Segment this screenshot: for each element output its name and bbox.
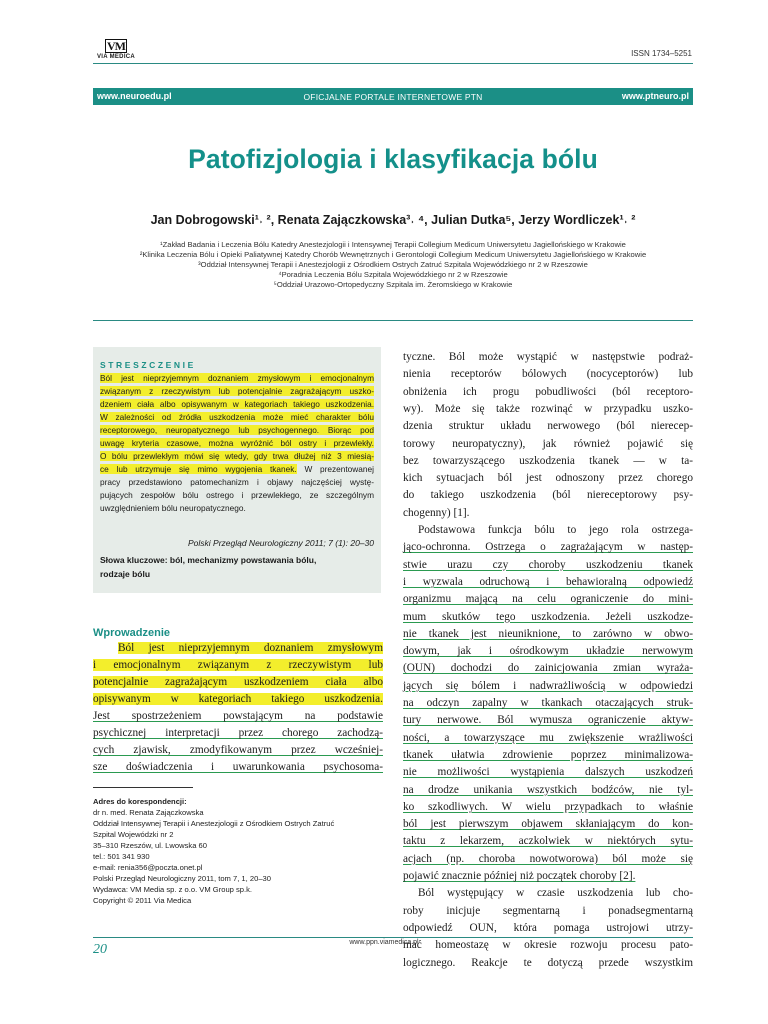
intro-line: Jest spostrzeżeniem powstającym na podstawie	[93, 710, 383, 722]
correspondence-line: dr n. med. Renata Zajączkowska	[93, 808, 204, 817]
right-column-line: ko szkodliwych. W wielu przypadkach to właśnie	[403, 800, 693, 813]
article-title: Patofizjologia i klasyfikacja bólu	[188, 144, 598, 174]
intro-line: Ból jest nieprzyjemnym doznaniem zmysłowym	[118, 642, 383, 654]
footer-rule	[93, 937, 693, 938]
affiliation-5: ⁵Oddział Urazowo-Ortopedyczny Szpitala im. Żeromskiego w Krakowie	[273, 280, 513, 289]
correspondence-line: tel.: 501 341 930	[93, 852, 150, 861]
abstract-box	[93, 347, 381, 593]
abstract-line: uwzględnieniem bólu neuropatycznego.	[100, 503, 246, 513]
right-column-line: organizmu mającą na celu ograniczenie do mini-	[403, 593, 693, 606]
right-column-line: Podstawowa funkcja bólu to jego rola ostrzega-	[418, 524, 693, 536]
intro-line: i emocjonalnym związanym z rzeczywistym lub	[93, 659, 383, 671]
abstract-line: związanym z rzeczywistym lub potencjalnie zagrażającym uszko-	[100, 386, 374, 396]
banner-link-neuroedu[interactable]: www.neuroedu.pl	[97, 91, 172, 101]
right-column-line: stwie urazu czy choroby uszkodzeniu tkanek	[403, 558, 693, 571]
portal-banner	[93, 88, 693, 105]
right-column-line: chogenny) [1].	[403, 506, 470, 519]
right-column-line: tury nerwowe. Ból wymusza ograniczenie aktyw-	[403, 714, 693, 727]
keywords: Słowa kluczowe: ból, mechanizmy powstawania bólu,	[100, 555, 317, 565]
correspondence-line: 35–310 Rzeszów, ul. Lwowska 60	[93, 841, 207, 850]
right-column-line: acjach (np. choroba nowotworowa) ból może się	[403, 852, 693, 865]
right-column-line: bez towarzyszącego uszkodzenia tkanek — w ta-	[403, 454, 693, 467]
right-column-line: nienia receptorów bólowych (nocyceptorów) lub	[403, 368, 693, 381]
right-column-line: kich sytuacjach ból jest odnoszony przez chorego	[403, 472, 693, 485]
keywords-cont: rodzaje bólu	[100, 569, 151, 579]
right-column-line: pojawić znacznie później niż początek choroby [2].	[403, 870, 636, 882]
abstract-line: W zależności od źródła uszkodzenia może mieć charakter bólu	[100, 412, 374, 422]
right-column-line: logicznego. Reakcje te dotyczą przede wszystkim	[403, 956, 693, 969]
right-column-line: ności, a towarzyszące mu zwiększenie wrażliwości	[403, 731, 693, 744]
intro-line: psychicznej interpretacji przez chorego zachodzą-	[93, 727, 383, 739]
correspondence-line: Oddział Intensywnej Terapii i Anestezjologii z Ośrodkiem Ostrych Zatruć	[93, 819, 335, 828]
right-column-line: (OUN) dochodzi do zainicjowania zmian wyraża-	[403, 662, 693, 675]
page-number: 20	[93, 942, 107, 957]
abstract-line: pujących zespołów bólu ostrego i przewlekłego, ze szczególnym	[100, 490, 374, 500]
intro-line: opisywanym w kategoriach takiego uszkodzenia.	[93, 693, 383, 705]
logo-text: VIA MEDICA	[96, 54, 136, 60]
correspondence-email[interactable]: e-mail: renia356@poczta.onet.pl	[93, 863, 203, 872]
right-column-line: na odczyn zapalny w tkankach otaczających struk-	[403, 697, 693, 709]
abstract-heading: STRESZCZENIE	[100, 360, 196, 370]
correspondence-rule	[93, 787, 193, 788]
abstract-line: dzeniem ciała albo opisywanym w kategoriach takiego uszkodzenia.	[100, 399, 374, 409]
right-column-line: taktu z lekarzem, aczkolwiek w niektórych sytu-	[403, 835, 693, 848]
right-column-line: ból jest pierwszym objawem skłaniającym do kon-	[403, 818, 693, 831]
authors: Jan Dobrogowski¹˒ ², Renata Zajączkowska³˒ ⁴, Julian Dutka⁵, Jerzy Wordliczek¹˒ ²	[150, 213, 636, 227]
abstract-line: pracy przedstawiono patomechanizm i objawy najczęściej wystę-	[100, 477, 374, 487]
right-column-line: i wyzwala odruchową i behawioralną odpowiedź	[403, 575, 693, 588]
intro-line: sze doświadczenia i uwarunkowania psychosoma-	[93, 761, 383, 773]
abstract-line: receptorowego, neuropatycznego lub psychogennego. Biorąc pod	[100, 425, 374, 435]
abstract-line: O bólu przewlekłym mówi się wtedy, gdy trwa dłużej niż 3 miesią-	[100, 451, 374, 461]
affiliation-3: ³Oddział Intensywnej Terapii i Anestezjologii z Ośrodkiem Ostrych Zatruć Szpitala Wojewódzkiego nr 2 w Rzeszowie	[198, 260, 588, 269]
abstract-line: Ból jest nieprzyjemnym doznaniem zmysłowym i emocjonalnym	[100, 373, 374, 383]
publisher-logo	[93, 39, 139, 61]
right-column-line: na drodze unikania wszystkich bodźców, nie tyl-	[403, 783, 693, 796]
right-column-line: odpowiedź OUN, która pomaga ustrojowi utrzy-	[403, 921, 693, 934]
right-column-line: obniżenia ich progu pobudliwości (ból receptoro-	[403, 385, 693, 398]
right-column-line: dzenia struktur układu nerwowego (ból nierecep-	[403, 420, 693, 433]
right-column-line: mum skutków tego uszkodzenia. Jeżeli uszkodze-	[403, 610, 693, 623]
banner-caption: OFICJALNE PORTALE INTERNETOWE PTN	[303, 91, 483, 102]
right-column-line: jąco-ochronna. Ostrzega o zagrażającym w następ-	[403, 541, 693, 554]
footer-url[interactable]: www.ppn.viamedica.pl	[349, 939, 419, 946]
affiliation-1: ¹Zakład Badania i Leczenia Bólu Katedry Anestezjologii i Intensywnej Terapii Collegium Medicum Uniwersytetu Jagiellońskiego w Krakowie	[160, 240, 626, 249]
right-column-line: Ból występujący w czasie uszkodzenia lub cho-	[418, 887, 693, 900]
abstract-line: uwagę kryteria czasowe, można wyróżnić ból ostry i przewlekły.	[100, 438, 374, 448]
correspondence-heading: Adres do korespondencji:	[93, 797, 187, 806]
right-column-line: tkanek ułatwia zdrowienie poprzez minimalizowa-	[403, 748, 693, 761]
citation: Polski Przegląd Neurologiczny 2011; 7 (1): 20–30	[187, 538, 374, 548]
right-column-line: roby inicjuje segmentarną i ponadsegmentarną	[403, 904, 693, 917]
correspondence-line: Wydawca: VM Media sp. z o.o. VM Group sp.k.	[93, 885, 253, 894]
logo-mark: VM	[107, 39, 125, 53]
header-rule	[93, 63, 693, 64]
section-heading-intro: Wprowadzenie	[93, 627, 171, 639]
right-column-line: jących się bólem i nadwrażliwością w odpowiedzi	[403, 679, 693, 692]
affiliation-4: ⁴Poradnia Leczenia Bólu Szpitala Wojewódzkiego nr 2 w Rzeszowie	[278, 270, 508, 279]
right-column-line: torowy neuropatyczny), jak również pojawić się	[403, 437, 693, 450]
abstract-line: ce lub utrzymuje się mimo wygojenia tkanek.	[100, 464, 297, 474]
affiliation-2: ²Klinika Leczenia Bólu i Opieki Paliatywnej Katedry Chorób Wewnętrznych i Gerontologii Collegium Medicum Uniwersytetu Jagiellońskiego w Krakowie	[139, 250, 647, 259]
right-column-line: do takiego uszkodzenia (ból niereceptorowy psy-	[403, 489, 693, 502]
correspondence-line: Copyright © 2011 Via Medica	[93, 896, 192, 905]
intro-line: potencjalnie zagrażającym uszkodzeniem ciała albo	[93, 676, 383, 688]
right-column-line: dowym, jak i ośrodkowym układzie nerwowym	[403, 645, 693, 658]
right-column-line: wy). Może się także rozwinąć w przypadku uszko-	[403, 402, 693, 415]
title-rule	[93, 320, 693, 321]
banner-link-ptneuro[interactable]: www.ptneuro.pl	[621, 91, 689, 101]
abstract-line-tail: W prezentowanej	[296, 464, 374, 474]
right-column-line: nie możliwości wystąpienia dalszych uszkodzeń	[403, 766, 693, 779]
right-column-line: mać homeostazę w okresie rozwoju procesu pato-	[403, 939, 693, 952]
right-column-line: tyczne. Ból może wystąpić w następstwie podraż-	[403, 351, 693, 363]
correspondence-line: Polski Przegląd Neurologiczny 2011, tom 7, 1, 20–30	[93, 874, 271, 883]
correspondence-line: Szpital Wojewódzki nr 2	[93, 830, 174, 839]
right-column-line: nie tkanek jest nieuniknione, to zarówno w obwo-	[403, 627, 693, 640]
issn: ISSN 1734–5251	[631, 49, 692, 58]
intro-line: cych zjawisk, zmodyfikowanym przez wcześniej-	[93, 744, 383, 756]
